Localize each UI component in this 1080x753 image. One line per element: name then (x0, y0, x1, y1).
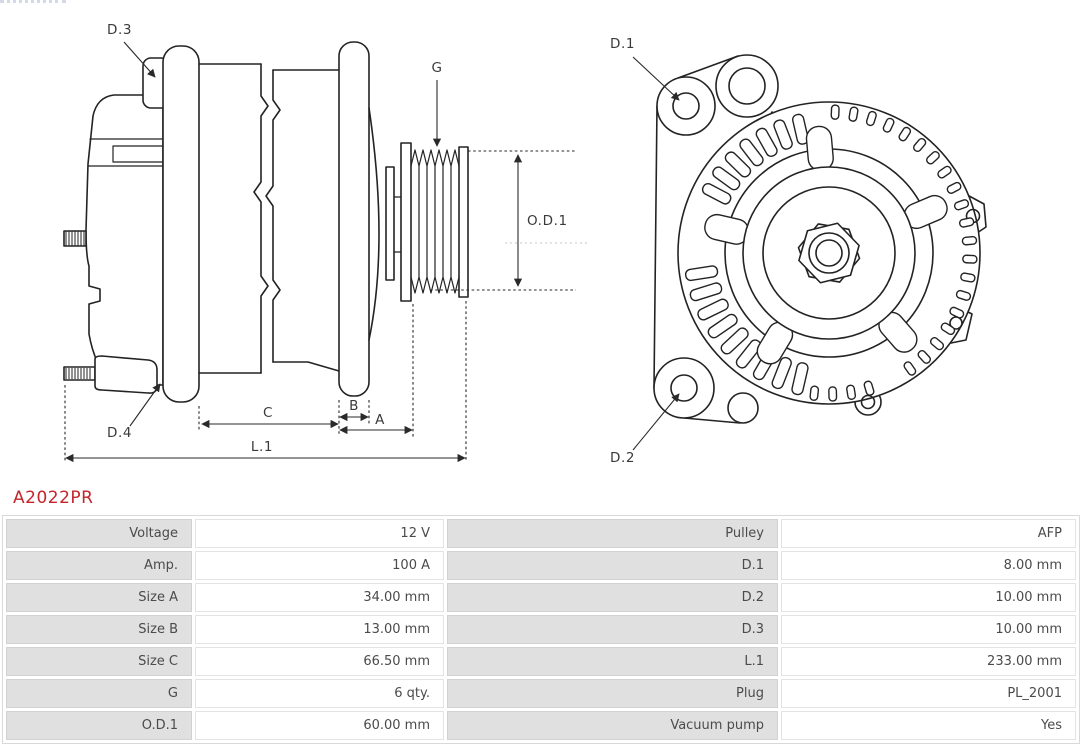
spec-row (6, 711, 1076, 740)
dim-label-b: B (349, 398, 359, 414)
spec-row (6, 615, 1076, 644)
spec-label: Vacuum pump (447, 711, 778, 740)
spec-table (3, 516, 1079, 743)
shaft (386, 167, 394, 280)
spec-label: Size B (6, 615, 192, 644)
dim-label-d3: D.3 (107, 22, 133, 38)
spec-label: D.3 (447, 615, 778, 644)
rear-bracket (339, 42, 369, 396)
spec-row (6, 551, 1076, 580)
pulley-side-profile (401, 143, 468, 301)
mount-lobe-top-left (657, 77, 715, 135)
spec-value: 10.00 mm (781, 615, 1076, 644)
spec-value: AFP (781, 519, 1076, 548)
spec-row (6, 519, 1076, 548)
spec-label: L.1 (447, 647, 778, 676)
part-number: A2022PR (13, 488, 94, 508)
mount-lobe-bottom (654, 358, 714, 418)
front-bracket (163, 46, 199, 402)
spec-value: 60.00 mm (195, 711, 444, 740)
spec-label: D.2 (447, 583, 778, 612)
dim-label-d1: D.1 (610, 36, 636, 52)
spec-label: Size C (6, 647, 192, 676)
spec-row (6, 583, 1076, 612)
dim-label-od1: O.D.1 (527, 213, 568, 229)
spec-value: 100 A (195, 551, 444, 580)
spec-value: 8.00 mm (781, 551, 1076, 580)
spec-value: 233.00 mm (781, 647, 1076, 676)
front-view-drawing (610, 36, 986, 466)
mount-lobe-top-mid (716, 55, 778, 117)
spec-label: Size A (6, 583, 192, 612)
spec-value: 13.00 mm (195, 615, 444, 644)
spec-value: Yes (781, 711, 1076, 740)
spec-value: 34.00 mm (195, 583, 444, 612)
spec-value: 12 V (195, 519, 444, 548)
spec-value: 6 qty. (195, 679, 444, 708)
dim-label-g: G (431, 60, 443, 76)
spec-label: D.1 (447, 551, 778, 580)
dim-label-d2: D.2 (610, 450, 636, 466)
terminal-block (95, 356, 157, 393)
spec-row (6, 679, 1076, 708)
spec-value: PL_2001 (781, 679, 1076, 708)
dim-label-d4: D.4 (107, 425, 133, 441)
spec-label: Pulley (447, 519, 778, 548)
spec-label: G (6, 679, 192, 708)
side-view-drawing (64, 22, 588, 462)
spec-row (6, 647, 1076, 676)
spec-table-wrap (2, 515, 1080, 744)
dim-label-l1: L.1 (250, 439, 274, 455)
spec-label: Voltage (6, 519, 192, 548)
dim-label-c: C (262, 405, 274, 421)
dim-label-a: A (375, 412, 385, 428)
spec-label: Plug (447, 679, 778, 708)
spec-value: 66.50 mm (195, 647, 444, 676)
spec-label: O.D.1 (6, 711, 192, 740)
spec-label: Amp. (6, 551, 192, 580)
spec-value: 10.00 mm (781, 583, 1076, 612)
